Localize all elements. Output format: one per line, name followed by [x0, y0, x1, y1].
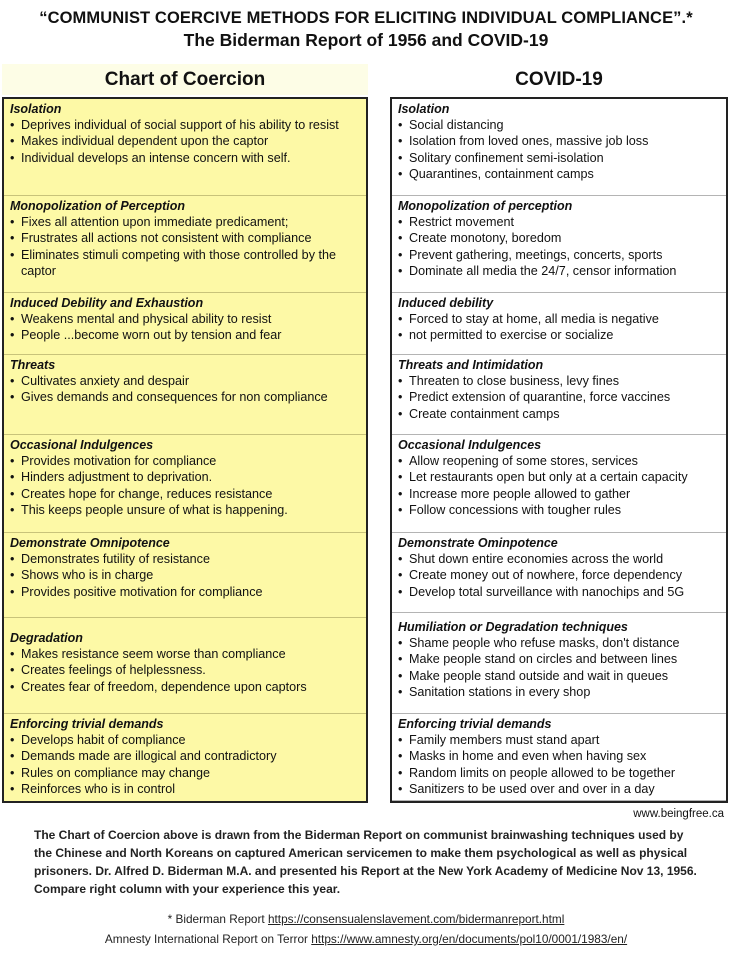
list-item: • Random limits on people allowed to be together: [398, 765, 721, 781]
list-item: • Individual develops an intense concern with self.: [10, 150, 361, 166]
left-section-degradation: [4, 618, 366, 714]
list-item: • Create monotony, boredom: [398, 230, 721, 246]
list-item: • Cultivates anxiety and despair: [10, 373, 361, 389]
left-section-indulgences: [4, 435, 366, 533]
list-item: • Gives demands and consequences for non compliance: [10, 389, 361, 405]
left-section-monopolization: [4, 196, 366, 293]
list-item: • People ...become worn out by tension and fear: [10, 327, 361, 343]
chart-of-coercion-panel: [2, 97, 368, 803]
list-item: • This keeps people unsure of what is happening.: [10, 502, 361, 518]
list-item: • Create containment camps: [398, 406, 721, 422]
list-item: • Masks in home and even when having sex: [398, 748, 721, 764]
list-item: • Create money out of nowhere, force dependency: [398, 567, 721, 583]
list-item: • Shows who is in charge: [10, 567, 361, 583]
list-item: • Hinders adjustment to deprivation.: [10, 469, 361, 485]
list-item: • Make people stand on circles and between lines: [398, 651, 721, 667]
list-item: • Demonstrates futility of resistance: [10, 551, 361, 567]
list-item: • Threaten to close business, levy fines: [398, 373, 721, 389]
website-link[interactable]: www.beingfree.ca: [633, 808, 724, 820]
biderman-report-link[interactable]: https://consensualenslavement.com/bidermanreport.html: [267, 912, 565, 926]
list-item: • Develop total surveillance with nanochips and 5G: [398, 584, 721, 600]
list-item: • Allow reopening of some stores, services: [398, 453, 721, 469]
list-item: • Creates feelings of helplessness.: [10, 662, 361, 678]
list-item: • Makes individual dependent upon the captor: [10, 133, 361, 149]
right-column-heading: COVID-19: [390, 64, 728, 95]
left-column-heading: Chart of Coercion: [2, 64, 368, 95]
section-title: Enforcing trivial demands: [10, 717, 164, 731]
right-section-debility: [392, 293, 726, 355]
right-section-humiliation: [392, 613, 726, 714]
list-item: • not permitted to exercise or socialize: [398, 327, 721, 343]
right-section-threats: [392, 355, 726, 435]
list-item: • Provides positive motivation for compliance: [10, 584, 361, 600]
section-title: Isolation: [10, 102, 62, 116]
section-title: Induced Debility and Exhaustion: [10, 296, 204, 310]
list-item: • Weakens mental and physical ability to resist: [10, 311, 361, 327]
left-section-omnipotence: [4, 533, 366, 618]
list-item: • Sanitation stations in every shop: [398, 684, 721, 700]
section-title: Threats and Intimidation: [398, 358, 544, 372]
list-item: • Make people stand outside and wait in queues: [398, 668, 721, 684]
right-section-indulgences: [392, 435, 726, 533]
subtitle: The Biderman Report of 1956 and COVID-19: [183, 30, 549, 50]
footer-paragraph: The Chart of Coercion above is drawn from the Biderman Report on communist brainwashing techniques used by the Chinese and North Koreans on captured American servicemen to make them psychological as well as physical prisoners. Dr. Alfred D. Biderman M.A. and presented his Report at the New York Academy of Medicine Nov 13, 1956. Compare right column with your experience this year.: [34, 828, 697, 896]
left-section-trivial-demands: [4, 714, 366, 801]
list-item: • Frustrates all actions not consistent with compliance: [10, 230, 361, 246]
section-title: Induced debility: [398, 296, 494, 310]
section-title: Occasional Indulgences: [10, 438, 154, 452]
list-item: • Shame people who refuse masks, don't distance: [398, 635, 721, 651]
list-item: • Rules on compliance may change: [10, 765, 361, 781]
left-section-isolation: [4, 99, 366, 196]
left-section-debility: [4, 293, 366, 355]
list-item: • Develops habit of compliance: [10, 732, 361, 748]
left-section-threats: [4, 355, 366, 435]
list-item: • Dominate all media the 24/7, censor information: [398, 263, 721, 279]
reference-label: * Biderman Report: [167, 912, 265, 926]
list-item: • Predict extension of quarantine, force vaccines: [398, 389, 721, 405]
section-title: Monopolization of Perception: [10, 199, 185, 213]
list-item: • Deprives individual of social support of his ability to resist: [10, 117, 361, 133]
list-item: • Fixes all attention upon immediate predicament;: [10, 214, 361, 230]
list-item: • Eliminates stimuli competing with those controlled by the captor: [10, 247, 361, 280]
list-item: • Let restaurants open but only at a certain capacity: [398, 469, 721, 485]
section-title: Monopolization of perception: [398, 199, 573, 213]
list-item: • Solitary confinement semi-isolation: [398, 150, 721, 166]
list-item: • Reinforces who is in control: [10, 781, 361, 797]
right-section-trivial-demands: [392, 714, 726, 801]
header: [0, 0, 732, 51]
reference-label: Amnesty International Report on Terror: [104, 932, 308, 946]
list-item: • Sanitizers to be used over and over in a day: [398, 781, 721, 797]
list-item: • Forced to stay at home, all media is negative: [398, 311, 721, 327]
section-title: Degradation: [10, 631, 83, 645]
list-item: • Increase more people allowed to gather: [398, 486, 721, 502]
list-item: • Creates fear of freedom, dependence upon captors: [10, 679, 361, 695]
list-item: • Makes resistance seem worse than compliance: [10, 646, 361, 662]
section-title: Threats: [10, 358, 56, 372]
covid-19-panel: [390, 97, 728, 803]
list-item: • Isolation from loved ones, massive job loss: [398, 133, 721, 149]
right-section-monopolization: [392, 196, 726, 293]
main-title: “COMMUNIST COERCIVE METHODS FOR ELICITING INDIVIDUAL COMPLIANCE”.*: [39, 9, 693, 27]
section-title: Demonstrate Ominpotence: [398, 536, 558, 550]
list-item: • Social distancing: [398, 117, 721, 133]
list-item: • Follow concessions with tougher rules: [398, 502, 721, 518]
right-section-omnipotence: [392, 533, 726, 613]
list-item: • Demands made are illogical and contradictory: [10, 748, 361, 764]
list-item: • Shut down entire economies across the world: [398, 551, 721, 567]
section-title: Enforcing trivial demands: [398, 717, 552, 731]
list-item: • Creates hope for change, reduces resistance: [10, 486, 361, 502]
list-item: • Restrict movement: [398, 214, 721, 230]
list-item: • Provides motivation for compliance: [10, 453, 361, 469]
right-section-isolation: [392, 99, 726, 196]
section-title: Demonstrate Omnipotence: [10, 536, 170, 550]
list-item: • Prevent gathering, meetings, concerts, sports: [398, 247, 721, 263]
section-title: Occasional Indulgences: [398, 438, 542, 452]
reference-biderman: [0, 912, 732, 926]
list-item: • Family members must stand apart: [398, 732, 721, 748]
section-title: Isolation: [398, 102, 450, 116]
amnesty-report-link[interactable]: https://www.amnesty.org/en/documents/pol10/0001/1983/en/: [311, 932, 628, 946]
section-title: Humiliation or Degradation techniques: [398, 620, 628, 634]
reference-amnesty: [0, 932, 732, 946]
list-item: • Quarantines, containment camps: [398, 166, 721, 182]
